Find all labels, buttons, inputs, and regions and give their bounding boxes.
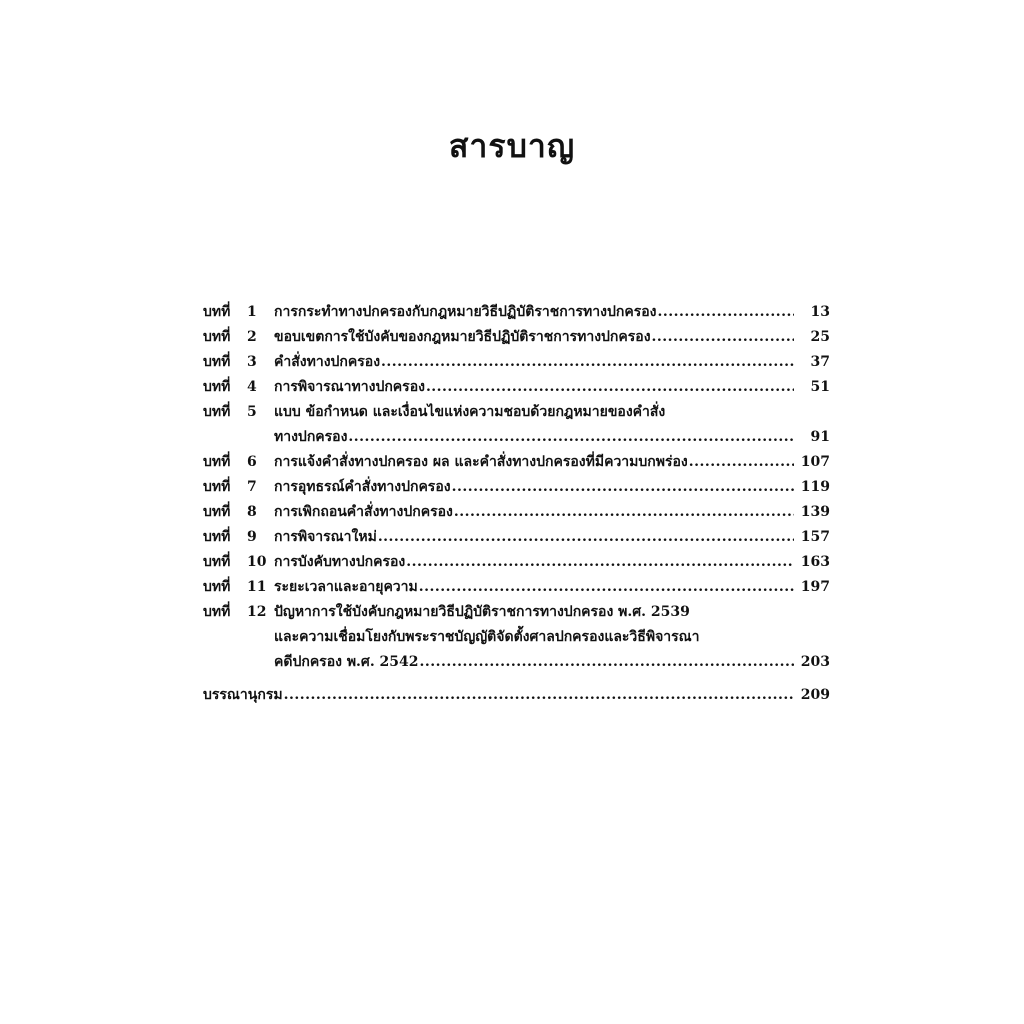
chapter-title-line: แบบ ข้อกำหนด และเงื่อนไขแห่งความชอบด้วยกฎหมายของคำสั่ง xyxy=(274,404,666,420)
dot-leader xyxy=(406,550,794,575)
chapter-number: 2 xyxy=(247,329,257,345)
page-title: สารบาญ xyxy=(448,127,576,166)
toc-entry-bibliography xyxy=(203,683,830,708)
chapter-title xyxy=(274,300,830,325)
page-number: 107 xyxy=(800,454,830,470)
dot-leader xyxy=(420,650,794,675)
chapter-word: บทที่ xyxy=(203,604,231,620)
chapter-title-line: การพิจารณาทางปกครอง xyxy=(274,379,425,395)
toc-entry-1 xyxy=(203,300,830,325)
toc-entry-4 xyxy=(203,375,830,400)
chapter-word: บทที่ xyxy=(203,579,231,595)
dot-leader xyxy=(381,350,794,375)
chapter-title-line: การบังคับทางปกครอง xyxy=(274,554,406,570)
chapter-word: บทที่ xyxy=(203,354,231,370)
chapter-title-line: การเพิกถอนคำสั่งทางปกครอง xyxy=(274,504,453,520)
page-number: 209 xyxy=(800,687,830,703)
dot-leader xyxy=(378,525,794,550)
chapter-word: บทที่ xyxy=(203,329,231,345)
chapter-title-line: การกระทำทางปกครองกับกฎหมายวิธีปฏิบัติราชการทางปกครอง xyxy=(274,304,657,320)
page-number: 37 xyxy=(810,354,830,370)
toc-entry-7 xyxy=(203,475,830,500)
chapter-title-line: คำสั่งทางปกครอง xyxy=(274,354,381,370)
dot-leader xyxy=(284,683,794,708)
dot-leader xyxy=(348,425,794,450)
page-number: 203 xyxy=(800,654,830,670)
toc-entry-3 xyxy=(203,350,830,375)
dot-leader xyxy=(652,325,794,350)
chapter-number: 1 xyxy=(247,304,257,320)
chapter-title-line: ขอบเขตการใช้บังคับของกฎหมายวิธีปฏิบัติราชการทางปกครอง xyxy=(274,329,651,345)
dot-leader xyxy=(657,300,794,325)
chapter-title xyxy=(274,550,830,575)
chapter-number: 11 xyxy=(247,579,267,595)
chapter-word: บทที่ xyxy=(203,454,231,470)
dot-leader xyxy=(454,500,794,525)
chapter-word: บทที่ xyxy=(203,504,231,520)
dot-leader xyxy=(426,375,794,400)
page-number: 197 xyxy=(800,579,830,595)
chapter-word: บทที่ xyxy=(203,529,231,545)
toc-entry-12 xyxy=(203,600,830,675)
chapter-number: 7 xyxy=(247,479,257,495)
page-number: 91 xyxy=(810,429,830,445)
chapter-title xyxy=(274,525,830,550)
dot-leader xyxy=(419,575,794,600)
page-number: 139 xyxy=(800,504,830,520)
bibliography-label: บรรณานุกรม xyxy=(203,687,283,703)
chapter-word: บทที่ xyxy=(203,304,231,320)
chapter-title-line: ทางปกครอง xyxy=(274,429,348,445)
chapter-number: 4 xyxy=(247,379,257,395)
toc-entry-9 xyxy=(203,525,830,550)
chapter-word: บทที่ xyxy=(203,404,231,420)
page-number: 157 xyxy=(800,529,830,545)
chapter-word: บทที่ xyxy=(203,479,231,495)
toc-entry-2 xyxy=(203,325,830,350)
chapter-number: 3 xyxy=(247,354,257,370)
page-number: 13 xyxy=(810,304,830,320)
toc-entry-11 xyxy=(203,575,830,600)
chapter-title-line: ระยะเวลาและอายุความ xyxy=(274,579,418,595)
chapter-title-line: การอุทธรณ์คำสั่งทางปกครอง xyxy=(274,479,451,495)
chapter-number: 6 xyxy=(247,454,257,470)
chapter-title xyxy=(274,600,830,675)
table-of-contents xyxy=(203,300,830,708)
toc-entry-5 xyxy=(203,400,830,450)
chapter-title-line: การพิจารณาใหม่ xyxy=(274,529,377,545)
chapter-number: 8 xyxy=(247,504,257,520)
chapter-number: 12 xyxy=(247,604,267,620)
page-number: 163 xyxy=(800,554,830,570)
toc-entry-6 xyxy=(203,450,830,475)
dot-leader xyxy=(452,475,794,500)
page-number: 51 xyxy=(810,379,830,395)
chapter-title xyxy=(274,475,830,500)
page-number: 119 xyxy=(800,479,830,495)
chapter-title xyxy=(274,375,830,400)
chapter-title xyxy=(274,350,830,375)
chapter-title-line: และความเชื่อมโยงกับพระราชบัญญัติจัดตั้งศาลปกครองและวิธีพิจารณา xyxy=(274,629,700,645)
dot-leader xyxy=(689,450,794,475)
toc-entry-8 xyxy=(203,500,830,525)
chapter-title xyxy=(274,450,830,475)
toc-entry-10 xyxy=(203,550,830,575)
chapter-title xyxy=(274,325,830,350)
chapter-title xyxy=(274,575,830,600)
chapter-word: บทที่ xyxy=(203,554,231,570)
chapter-title-line: ปัญหาการใช้บังคับกฎหมายวิธีปฏิบัติราชการทางปกครอง พ.ศ. 2539 xyxy=(274,604,690,620)
chapter-title-line: คดีปกครอง พ.ศ. 2542 xyxy=(274,654,419,670)
chapter-title xyxy=(274,400,830,450)
chapter-number: 9 xyxy=(247,529,257,545)
page-number: 25 xyxy=(810,329,830,345)
chapter-number: 10 xyxy=(247,554,267,570)
chapter-number: 5 xyxy=(247,404,257,420)
chapter-title-line: การแจ้งคำสั่งทางปกครอง ผล และคำสั่งทางปกครองที่มีความบกพร่อง xyxy=(274,454,688,470)
chapter-word: บทที่ xyxy=(203,379,231,395)
chapter-title xyxy=(274,500,830,525)
